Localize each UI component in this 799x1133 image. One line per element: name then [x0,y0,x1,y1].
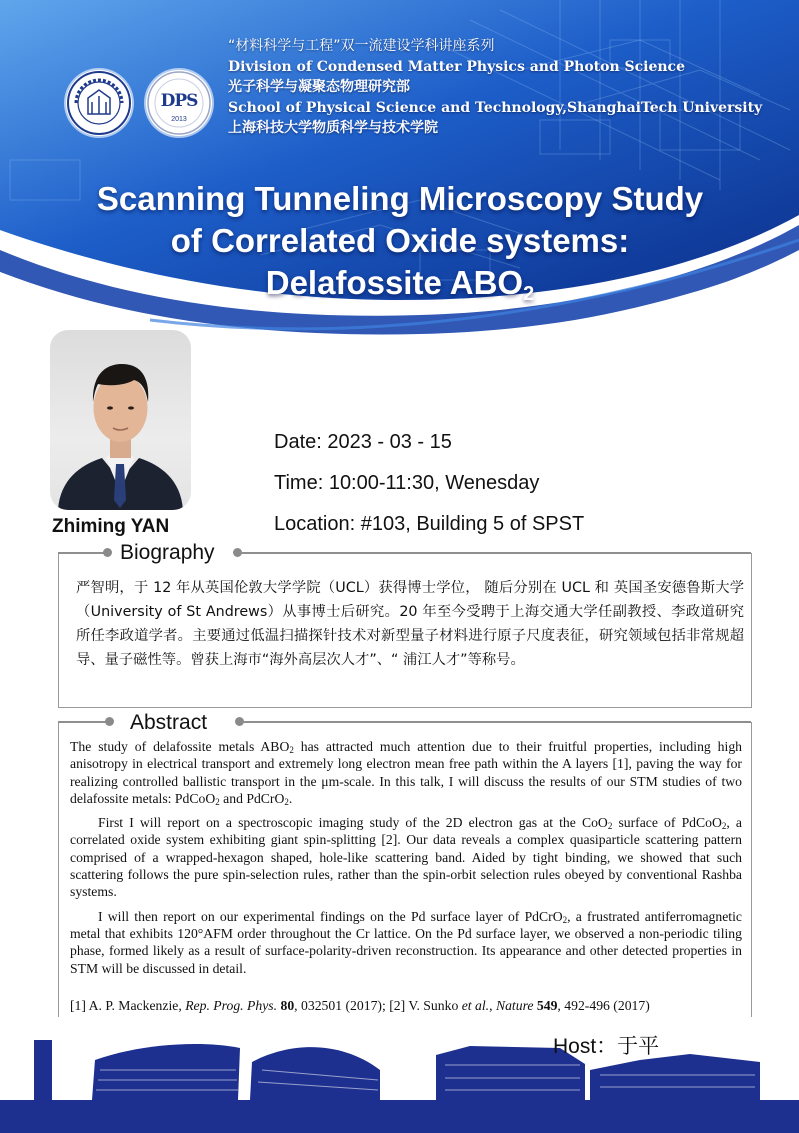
abstract-p2-part-a: First I will report on a spectroscopic imaging study of the 2D electron gas at the CoO [98,815,608,831]
subscript-2: 2 [289,745,294,755]
abstract-p1-part-b: has attracted much attention due to their fruitful properties, including high anisotropy in electrical transport and extremely long electron mean free path within the A layers [1], paving the way for realizing controlled ballistic transport in the μm-scale. In this talk, I will discuss the results of our STM studies of two delafossite metals: PdCoO [70,739,743,806]
abstract-p1-part-c: and PdCrO [219,790,285,806]
dps-logo [146,70,212,136]
title-subscript: 2 [523,283,535,305]
biography-text: 严智明，于 12 年从英国伦敦大学学院（UCL）获得博士学位， 随后分别在 UCL 和 英国圣安德鲁斯大学（University of St Andrews）从事博士后研究。20 年至今受聘于上海交通大学任副教授、李政道研究所任李政道学者。主要通过低温扫描探针技术对新型量子材料进行原子尺度表征，研究领域包括非常规超导、量子磁性等。曾获上海市“海外高层次人才”、“ 浦江人才”等称号。 [76,580,744,668]
event-date: Date: 2023 - 03 - 15 [274,431,452,453]
abstract-p1-part-d: . [288,790,293,806]
title-line-3 [40,262,760,304]
talk-title [40,178,760,304]
biography-rule-right [240,552,751,554]
ref-2-separator: , [489,998,496,1013]
references [70,998,760,1014]
abstract-p2-part-c: , a correlated oxide system exhibiting giant spin-splitting [2]. Our data reveals a complex quasiparticle scattering pattern comprised of a wrapped-hexagon shaped, hole-like scattering band. Aided by tight binding, we showed that such scattering follows the pure spin-selection rules, rather than the spin-orbit selection rules obeyed by conventional Rashba systems. [70,815,742,900]
event-info [274,428,584,551]
ref-2-pages: , 492-496 (2017) [557,998,650,1013]
ref-2-etal: et al. [461,998,490,1013]
shanghaitech-seal-icon [66,70,132,136]
biography-rule-left [58,552,108,554]
subscript-2: 2 [215,796,220,807]
subscript-2: 2 [607,821,613,832]
organization-block [228,36,762,139]
ref-2-journal: Nature [495,998,534,1013]
shanghaitech-logo [66,70,132,136]
title-line-3-main: Delafossite ABO [265,264,524,301]
ref-2-volume: 549 [533,998,558,1013]
skyline-illustration-icon [0,1040,799,1133]
abstract-p2-part-b: surface of PdCoO [612,815,722,831]
abstract-heading: Abstract [130,711,208,734]
biography-dot-left [103,548,112,557]
footer-skyline [0,1040,799,1133]
school-chinese: 上海科技大学物质科学与技术学院 [228,120,438,136]
biography-heading: Biography [120,541,215,564]
abstract-paragraph-3 [70,908,742,977]
ref-1-authors: [1] A. P. Mackenzie, [70,998,186,1013]
ref-1-volume: 80 [277,998,295,1013]
abstract-p3-part-a: I will then report on our experimental findings on the Pd surface layer of PdCrO [98,908,563,924]
host: Host：于平 [553,1035,660,1058]
school-english: School of Physical Science and Technology,ShanghaiTech University [228,99,763,116]
subscript-2: 2 [721,821,727,832]
abstract-paragraph-2 [70,814,742,900]
event-location: Location: #103, Building 5 of SPST [274,513,585,535]
lecture-series: “材料科学与工程”双一流建设学科讲座系列 [228,38,495,54]
event-time: Time: 10:00-11:30, Wenesday [274,472,540,494]
speaker-portrait-icon [50,330,191,510]
dps-logo-year: 2013 [171,116,187,123]
title-line-2: of Correlated Oxide systems: [170,222,630,259]
header-banner [0,0,799,340]
ref-1-journal: Rep. Prog. Phys. [185,998,278,1013]
speaker-name: Zhiming YAN [52,516,170,537]
ref-1-pages: , 032501 (2017); [2] V. Sunko [294,998,462,1013]
abstract-p3-part-b: , a frustrated antiferromagnetic metal that exhibits 120°AFM order throughout the Cr lattice. On the Pd surface layer, we observed a non-periodic tiling phase, formed likely as a result of surface-polarity-driven reconstruction. Its appearance and other detected properties in STM will be discussed in detail. [70,908,742,976]
division-english: Division of Condensed Matter Physics and Photon Science [228,58,685,75]
abstract-rule-right [242,721,751,723]
abstract-rule-left [58,721,110,723]
abstract-p1-part-a: The study of delafossite metals ABO [70,739,290,754]
abstract-text [70,738,742,984]
speaker-photo [50,330,191,510]
abstract-paragraph-1 [70,738,742,807]
abstract-dot-left [105,717,114,726]
title-line-1: Scanning Tunneling Microscopy Study [96,180,704,217]
division-chinese: 光子科学与凝聚态物理研究部 [228,79,410,95]
subscript-2: 2 [562,914,568,925]
dps-logo-mark: DPS [160,91,198,111]
subscript-2: 2 [284,796,289,807]
